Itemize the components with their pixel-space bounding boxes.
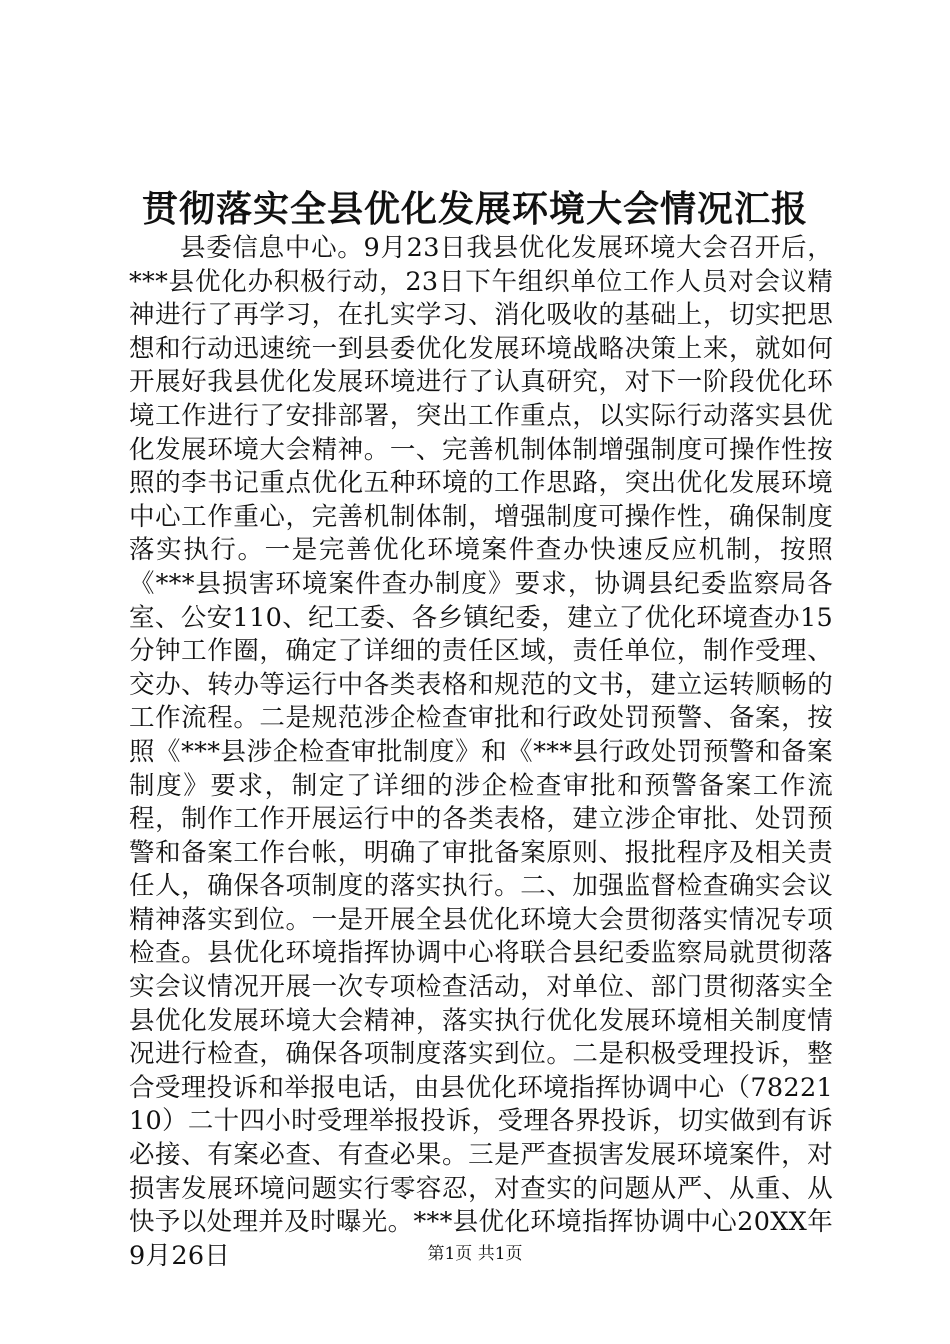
page-footer: 第1页 共1页 <box>427 1244 523 1264</box>
document-body: 县委信息中心。9月23日我县优化发展环境大会召开后，***县优化办积极行动，23日下午组织单位工作人员对会议精神进行了再学习，在扎实学习、消化吸收的基础上，切实把思想和行动迅速统一到县委优化发展环境战略决策上来，就如何开展好我县优化发展环境进行了认真研究，对下一阶段优化环境工作进行了安排部署，突出工作重点，以实际行动落实县优化发展环境大会精神。一、完善机制体制增强制度可操作性按照的李书记重点优化五种环境的工作思路，突出优化发展环境中心工作重心，完善机制体制，增强制度可操作性，确保制度落实执行。一是完善优化环境案件查办快速反应机制，按照《***县损害环境案件查办制度》要求，协调县纪委监察局各室、公安110、纪工委、各乡镇纪委，建立了优化环境查办15分钟工作圈，确定了详细的责任区域，责任单位，制作受理、交办、转办等运行中各类表格和规范的文书，建立运转顺畅的工作流程。二是规范涉企检查审批和行政处罚预警、备案，按照《***县涉企检查审批制度》和《***县行政处罚预警和备案制度》要求，制定了详细的涉企检查审批和预警备案工作流程，制作工作开展运行中的各类表格，建立涉企审批、处罚预警和备案工作台帐，明确了审批备案原则、报批程序及相关责任人，确保各项制度的落实执行。二、加强监督检查确实会议精神落实到位。一是开展全县优化环境大会贯彻落实情况专项检查。县优化环境指挥协调中心将联合县纪委监察局就贯彻落实会议情况开展一次专项检查活动，对单位、部门贯彻落实全县优化发展环境大会精神，落实执行优化发展环境相关制度情况进行检查，确保各项制度落实到位。二是积极受理投诉，整合受理投诉和举报电话，由县优化环境指挥协调中心（7822110）二十四小时受理举报投诉，受理各界投诉，切实做到有诉必接、有案必查、有查必果。三是严查损害发展环境案件，对损害发展环境问题实行零容忍，对查实的问题从严、从重、从快予以处理并及时曝光。***县优化环境指挥协调中心20XX年9月26日 <box>129 233 833 1271</box>
document-title: 贯彻落实全县优化发展环境大会情况汇报 <box>141 188 808 230</box>
